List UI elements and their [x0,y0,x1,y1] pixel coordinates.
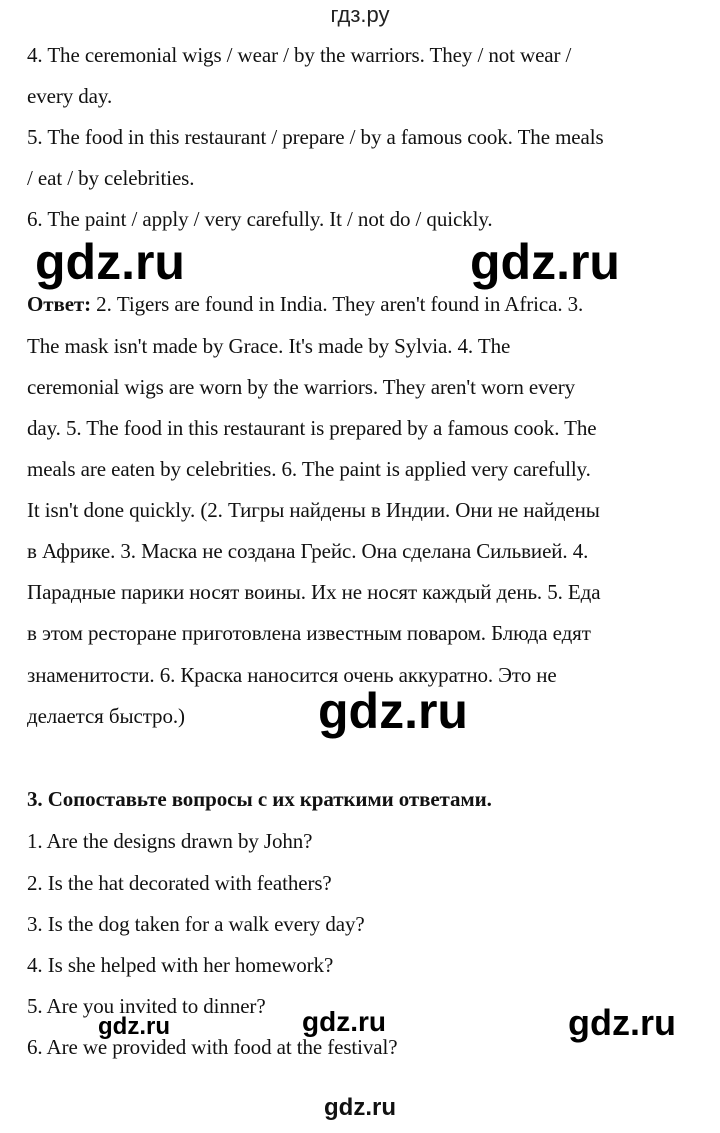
answer-line [27,291,583,317]
exercise-line: 6. The paint / apply / very carefully. It / not do / quickly. [27,207,493,231]
answer-text: 2. Tigers are found in India. They aren't found in Africa. 3. [91,292,584,316]
answer-line: day. 5. The food in this restaurant is prepared by a famous cook. The [27,416,597,440]
watermark: gdz.ru [318,683,468,739]
answer-line: The mask isn't made by Grace. It's made by Sylvia. 4. The [27,334,511,358]
question-item: 2. Is the hat decorated with feathers? [27,871,332,895]
exercise-line: 5. The food in this restaurant / prepare / by a famous cook. The meals [27,125,604,149]
watermark: gdz.ru [568,1002,676,1043]
site-header[interactable]: гдз.ру [330,2,390,27]
question-item: 1. Are the designs drawn by John? [27,829,313,853]
answer-line: ceremonial wigs are worn by the warriors. They aren't worn every [27,375,576,399]
answer-line: Парадные парики носят воины. Их не носят каждый день. 5. Еда [27,580,601,604]
question-item: 5. Are you invited to dinner? [27,994,266,1018]
answer-line: в Африке. 3. Маска не создана Грейс. Она сделана Сильвией. 4. [27,539,589,563]
task-title: 3. Сопоставьте вопросы с их краткими ответами. [27,787,492,811]
answer-line: в этом ресторане приготовлена известным поваром. Блюда едят [27,621,591,645]
question-item: 4. Is she helped with her homework? [27,953,334,977]
answer-line: знаменитости. 6. Краска наносится очень аккуратно. Это не [27,663,557,687]
exercise-line: every day. [27,84,113,108]
answer-line: делается быстро.) [27,704,185,728]
answer-line: It isn't done quickly. (2. Тигры найдены в Индии. Они не найдены [27,498,600,522]
footer-watermark: gdz.ru [324,1094,396,1121]
watermark: gdz.ru [470,234,620,290]
watermark: gdz.ru [98,1013,170,1040]
answer-label: Ответ: [27,292,92,316]
watermark: gdz.ru [35,234,185,290]
question-item: 3. Is the dog taken for a walk every day? [27,912,365,936]
answer-line: meals are eaten by celebrities. 6. The paint is applied very carefully. [27,457,591,481]
exercise-line: / eat / by celebrities. [27,166,195,190]
watermark: gdz.ru [302,1006,386,1037]
exercise-line: 4. The ceremonial wigs / wear / by the warriors. They / not wear / [27,43,572,67]
question-item: 6. Are we provided with food at the festival? [27,1035,398,1059]
